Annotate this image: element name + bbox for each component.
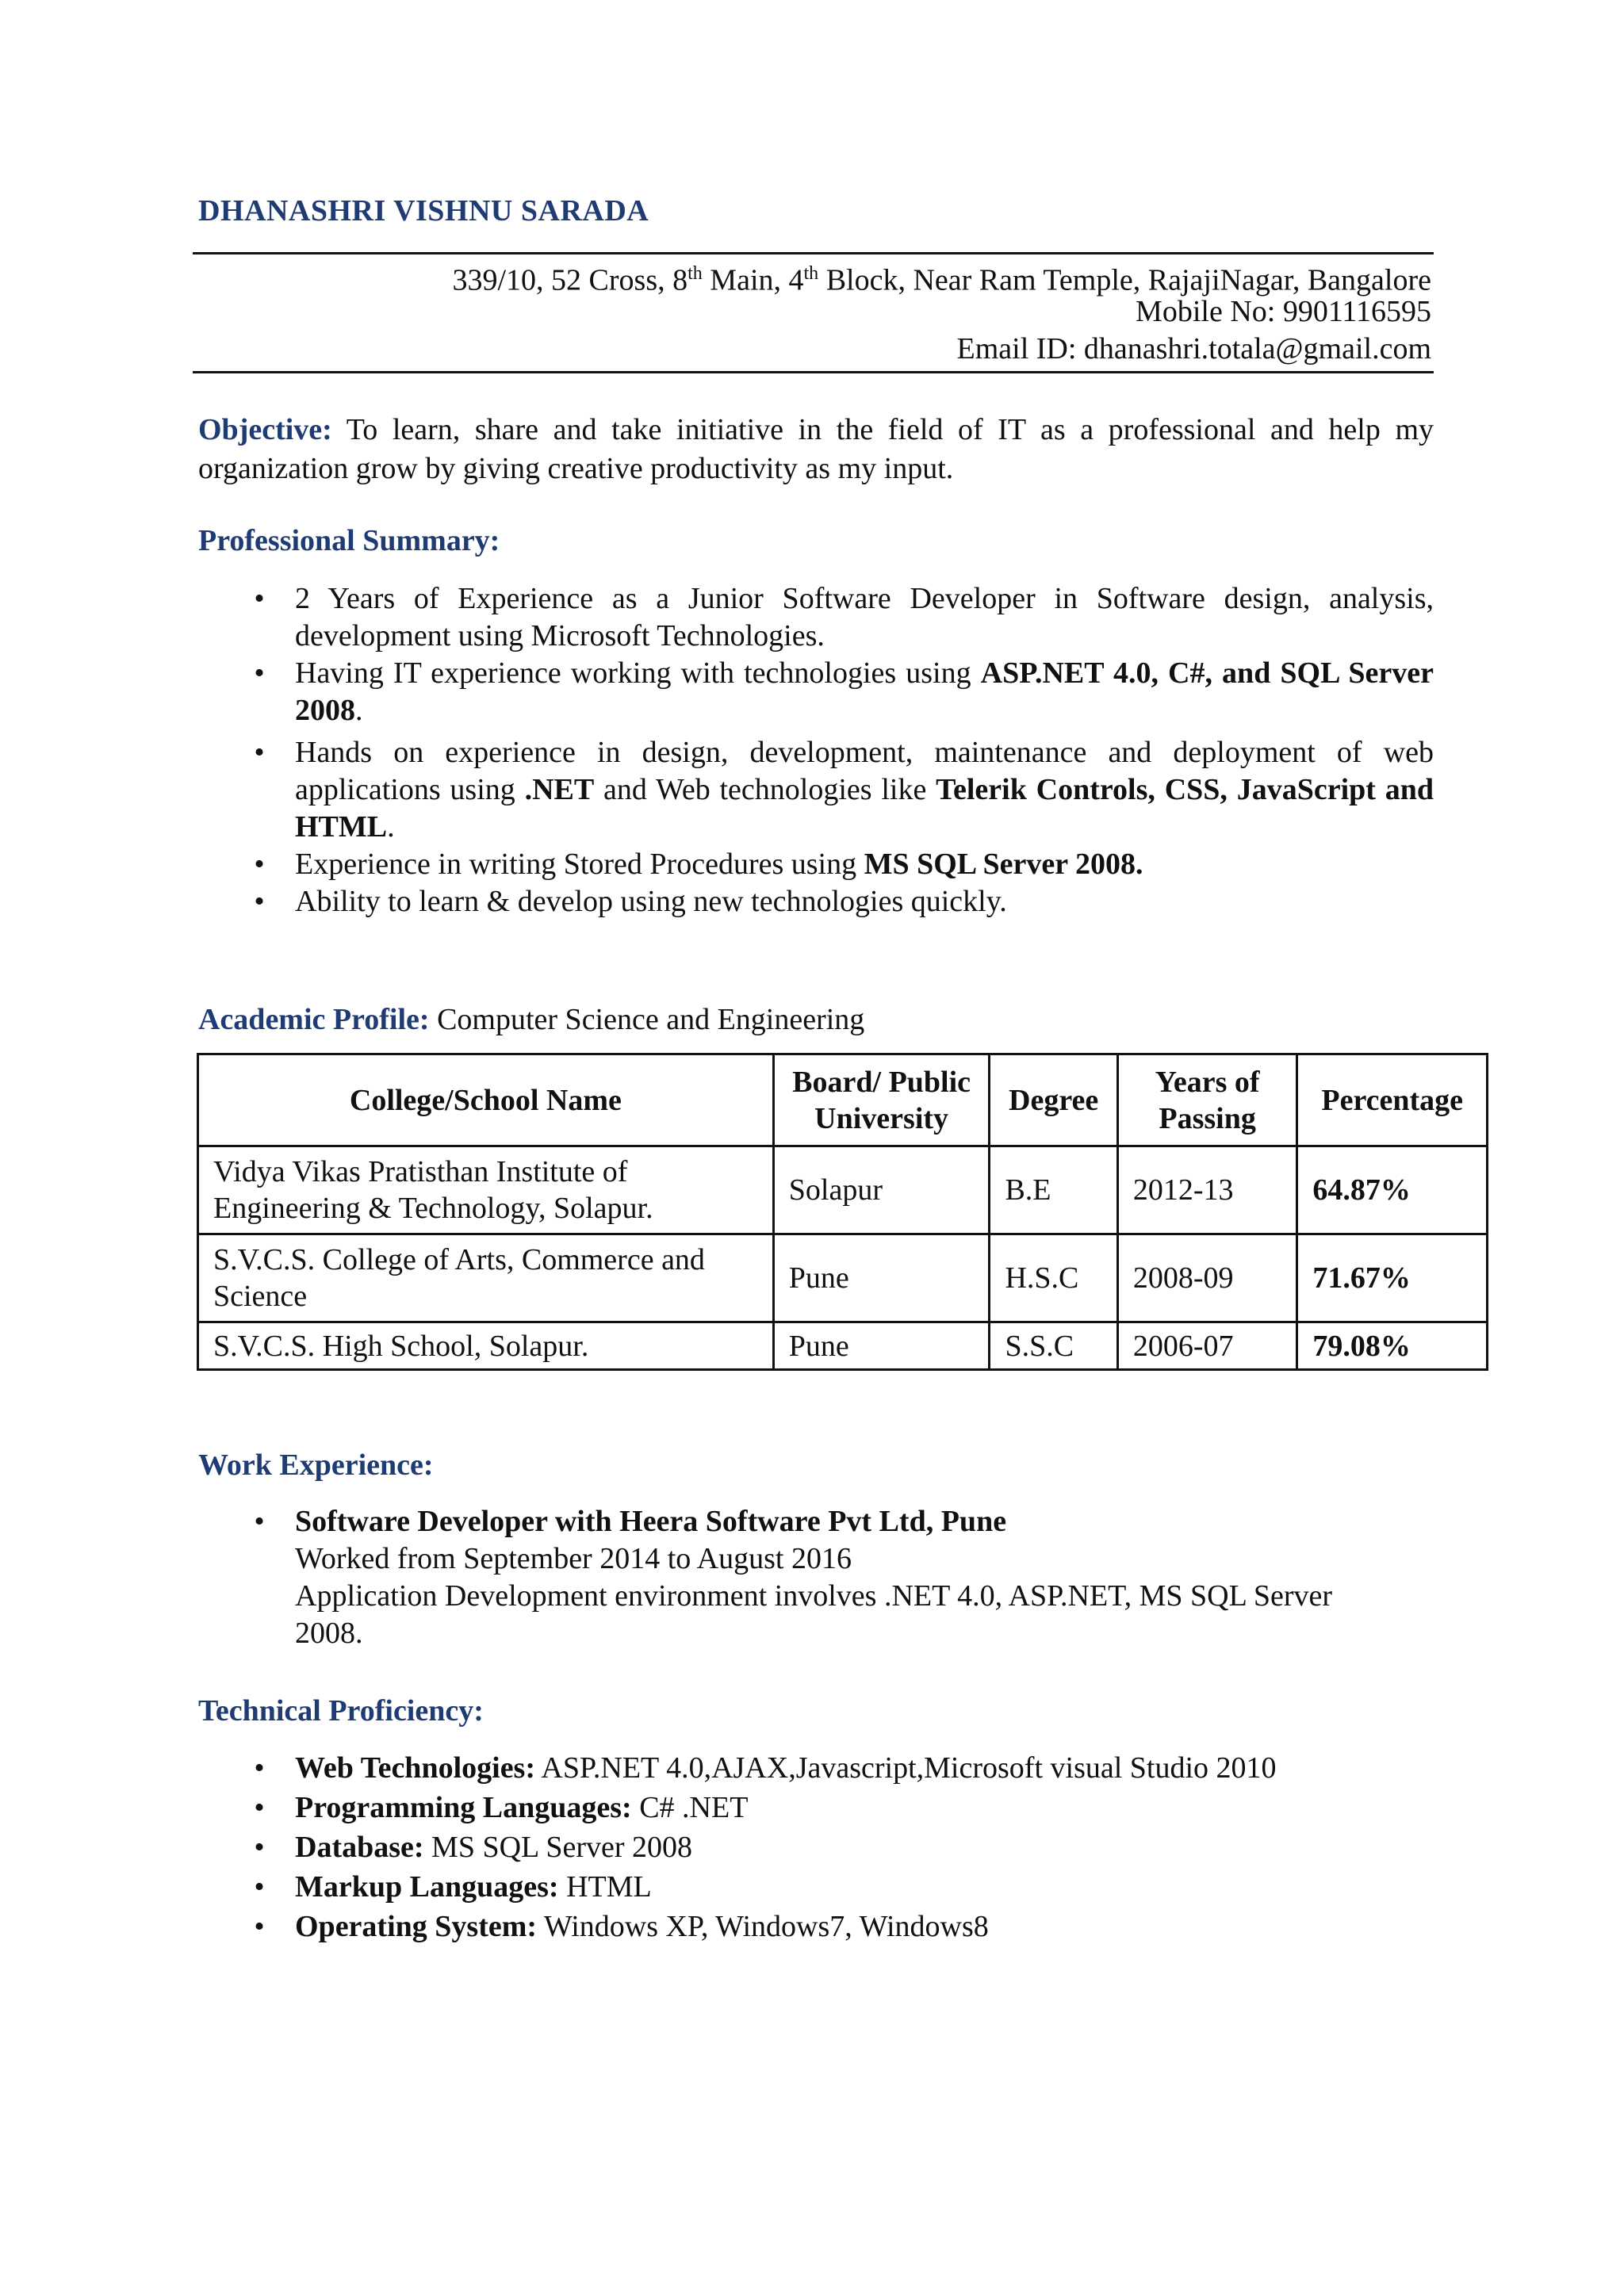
address-part-2: Main, 4 — [702, 263, 804, 297]
list-item — [198, 655, 1434, 729]
skill-label: Markup Languages: — [295, 1870, 559, 1904]
header-years: Years of Passing — [1117, 1054, 1297, 1146]
bullet-icon: • — [254, 885, 265, 918]
college-cell: Vidya Vikas Pratisthan Institute of Engineering & Technology, Solapur. — [198, 1146, 774, 1234]
percentage-cell: 71.67% — [1297, 1234, 1488, 1322]
academic-profile-subject: Computer Science and Engineering — [429, 1003, 865, 1036]
summary-text: Having IT experience working with technologies using — [295, 656, 981, 690]
skill-value: HTML — [558, 1870, 652, 1904]
bullet-icon: • — [254, 1751, 265, 1785]
bullet-icon: • — [254, 656, 265, 690]
academic-table — [197, 1053, 1488, 1371]
summary-text: Experience in writing Stored Procedures using — [295, 848, 864, 881]
work-period: Worked from September 2014 to August 2016 — [295, 1542, 852, 1575]
address-part-3: Block, Near Ram Temple, RajajiNagar, Bangalore — [818, 263, 1431, 297]
skill-label: Operating System: — [295, 1910, 538, 1943]
skill-value: ASP.NET 4.0,AJAX,Javascript,Microsoft visual Studio 2010 — [535, 1751, 1277, 1785]
list-item — [198, 734, 1434, 846]
address-superscript-2: th — [803, 263, 819, 284]
summary-text: . — [355, 694, 363, 727]
address-superscript-1: th — [688, 263, 703, 284]
skill-label: Database: — [295, 1831, 424, 1864]
professional-summary-title: Professional Summary: — [198, 524, 500, 557]
years-cell: 2008-09 — [1117, 1234, 1297, 1322]
list-item — [198, 1867, 1434, 1907]
objective-text: To learn, share and take initiative in the field of IT as a professional and help my organization grow by giving creative productivity as my input. — [198, 413, 1434, 485]
board-cell: Pune — [773, 1322, 990, 1370]
academic-profile-line — [198, 1001, 1434, 1039]
objective-label: Objective: — [198, 413, 332, 446]
years-cell: 2012-13 — [1117, 1146, 1297, 1234]
summary-text: Telerik Controls, CSS, JavaScript and HTML — [295, 773, 1434, 844]
skill-value: Windows XP, Windows7, Windows8 — [537, 1910, 989, 1943]
board-cell: Pune — [773, 1234, 990, 1322]
candidate-name: DHANASHRI VISHNU SARADA — [198, 194, 649, 228]
bullet-icon: • — [254, 582, 265, 615]
summary-text: Hands on experience in design, development, maintenance and deployment of web applications using — [295, 736, 1434, 806]
table-row — [198, 1146, 1488, 1234]
list-item — [198, 580, 1434, 655]
header-degree: Degree — [990, 1054, 1117, 1146]
academic-profile-label: Academic Profile: — [198, 1003, 430, 1036]
list-item — [198, 1748, 1434, 1788]
bullet-icon: • — [254, 1791, 265, 1824]
bullet-icon: • — [254, 1831, 265, 1864]
mobile-line: Mobile No: 9901116595 — [1136, 295, 1431, 328]
summary-text: .NET — [524, 773, 595, 806]
bullet-icon: • — [254, 736, 265, 769]
table-row — [198, 1234, 1488, 1322]
bullet-icon: • — [254, 1505, 265, 1538]
work-environment: Application Development environment involves .NET 4.0, ASP.NET, MS SQL Server 2008. — [295, 1579, 1333, 1650]
summary-text: ASP.NET 4.0, C#, and SQL Server 2008 — [295, 656, 1434, 727]
bullet-icon: • — [254, 1910, 265, 1943]
professional-summary-list — [198, 580, 1434, 920]
college-cell: S.V.C.S. College of Arts, Commerce and Science — [198, 1234, 774, 1322]
technical-proficiency-title: Technical Proficiency: — [198, 1694, 484, 1728]
college-cell: S.V.C.S. High School, Solapur. — [198, 1322, 774, 1370]
technical-proficiency-list — [198, 1748, 1434, 1946]
list-item — [198, 846, 1434, 883]
percentage-cell: 79.08% — [1297, 1322, 1488, 1370]
list-item — [198, 883, 1434, 920]
header-college: College/School Name — [198, 1054, 774, 1146]
academic-table-header-row — [198, 1054, 1488, 1146]
table-row — [198, 1322, 1488, 1370]
address-part-1: 339/10, 52 Cross, 8 — [452, 263, 688, 297]
work-experience-list — [198, 1503, 1348, 1652]
bullet-icon: • — [254, 848, 265, 881]
skill-label: Web Technologies: — [295, 1751, 535, 1785]
percentage-cell: 64.87% — [1297, 1146, 1488, 1234]
header-bottom-rule — [193, 371, 1434, 373]
objective-paragraph — [198, 411, 1434, 488]
work-experience-title: Work Experience: — [198, 1448, 434, 1482]
summary-text: 2 Years of Experience as a Junior Software Developer in Software design, analysis, development using Microsoft Technologies. — [295, 582, 1434, 652]
email-line: Email ID: dhanashri.totala@gmail.com — [956, 332, 1431, 365]
skill-value: MS SQL Server 2008 — [423, 1831, 693, 1864]
summary-text: and Web technologies like — [594, 773, 936, 806]
header-percentage: Percentage — [1297, 1054, 1488, 1146]
years-cell: 2006-07 — [1117, 1322, 1297, 1370]
degree-cell: B.E — [990, 1146, 1117, 1234]
degree-cell: S.S.C — [990, 1322, 1117, 1370]
skill-value: C# .NET — [631, 1791, 749, 1824]
list-item — [198, 1907, 1434, 1946]
list-item — [198, 1827, 1434, 1867]
board-cell: Solapur — [773, 1146, 990, 1234]
list-item — [198, 1788, 1434, 1827]
skill-label: Programming Languages: — [295, 1791, 632, 1824]
header-board: Board/ Public University — [773, 1054, 990, 1146]
summary-text: . — [387, 810, 395, 844]
summary-text: Ability to learn & develop using new technologies quickly. — [295, 885, 1007, 918]
header-top-rule — [193, 252, 1434, 254]
list-item — [198, 1503, 1348, 1652]
degree-cell: H.S.C — [990, 1234, 1117, 1322]
work-role: Software Developer with Heera Software Pvt Ltd, Pune — [295, 1505, 1007, 1538]
summary-text: MS SQL Server 2008. — [864, 848, 1143, 881]
bullet-icon: • — [254, 1870, 265, 1904]
